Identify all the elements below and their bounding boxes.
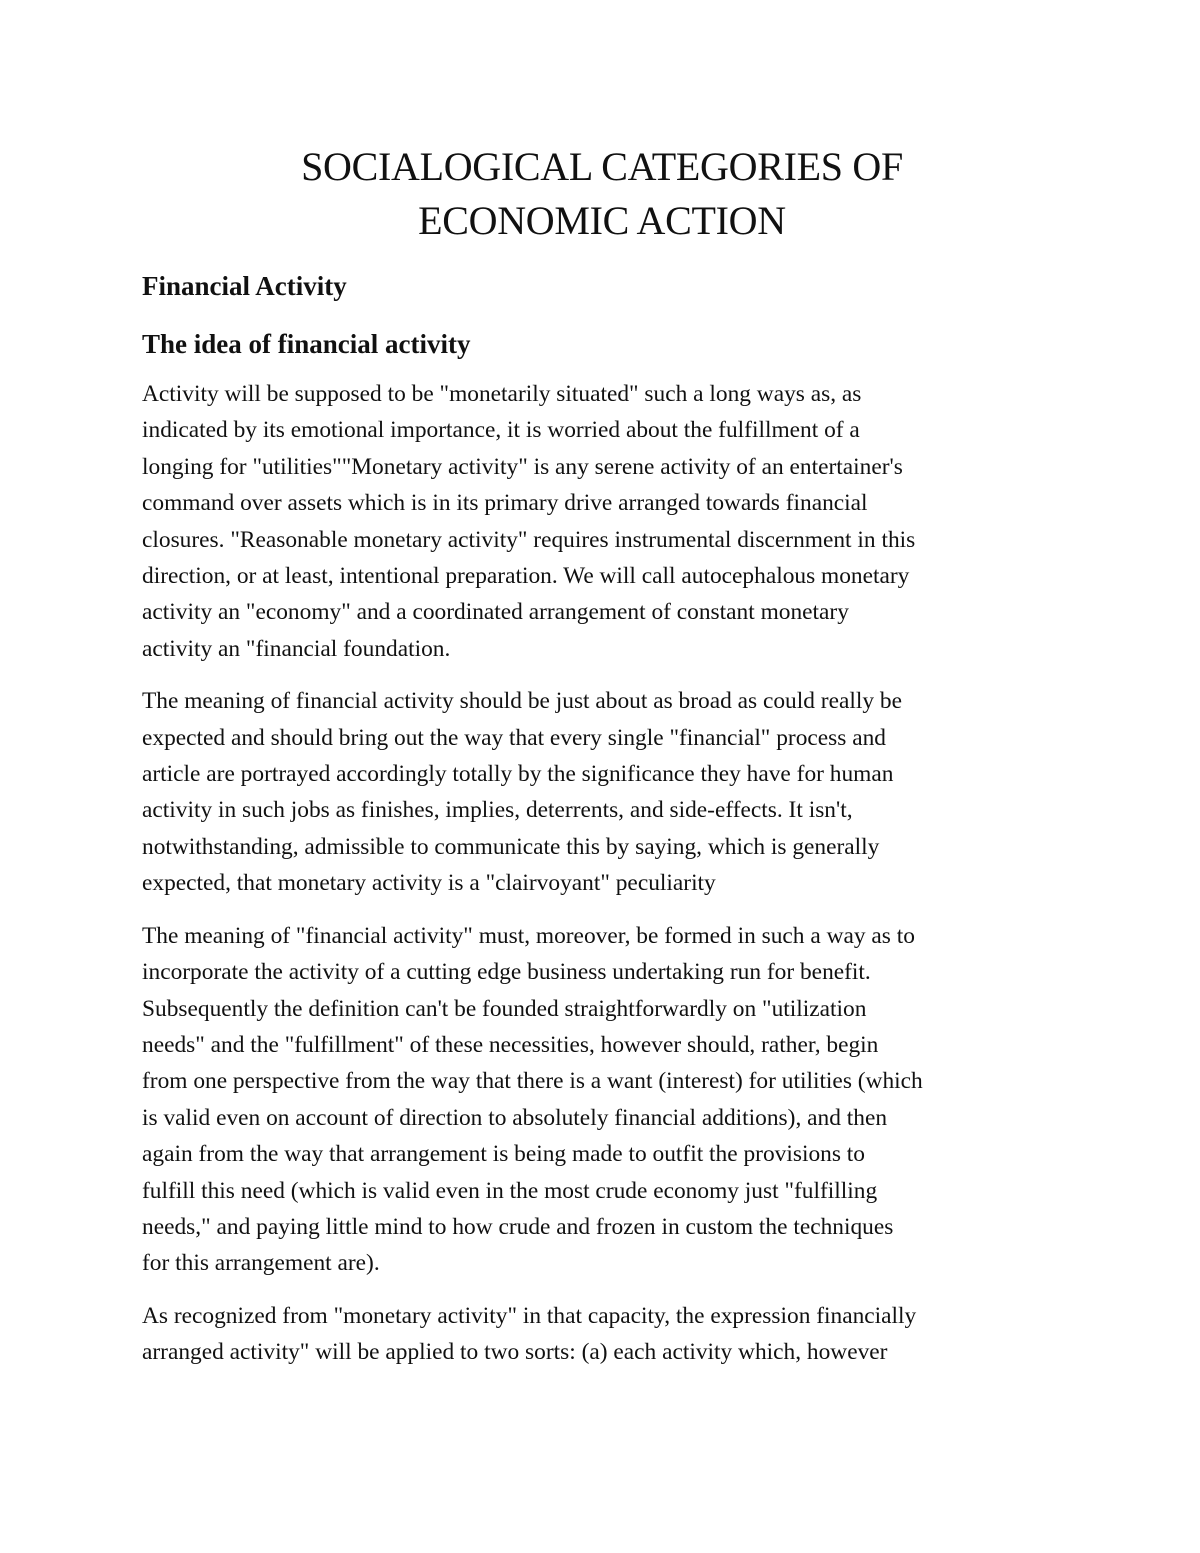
paragraph-line: The meaning of "financial activity" must, moreover, be formed in such a way as to <box>142 922 915 949</box>
paragraph-line: As recognized from "monetary activity" in that capacity, the expression financially <box>142 1302 917 1329</box>
document-page <box>142 140 1062 1387</box>
paragraph-line: activity an "financial foundation. <box>142 635 451 662</box>
paragraph-line: expected and should bring out the way that every single "financial" process and <box>142 724 886 751</box>
paragraph-line: needs" and the "fulfillment" of these necessities, however should, rather, begin <box>142 1031 879 1058</box>
paragraph-line: for this arrangement are). <box>142 1250 380 1277</box>
paragraph-line: command over assets which is in its primary drive arranged towards financial <box>142 490 868 517</box>
paragraph-line: needs," and paying little mind to how crude and frozen in custom the techniques <box>142 1213 894 1240</box>
title-line: SOCIALOGICAL CATEGORIES OF <box>301 144 903 189</box>
paragraph-line: from one perspective from the way that there is a want (interest) for utilities (which <box>142 1068 923 1095</box>
paragraph-line: direction, or at least, intentional preparation. We will call autocephalous monetary <box>142 563 910 590</box>
body-text <box>142 376 1062 1371</box>
title-line: ECONOMIC ACTION <box>418 198 786 243</box>
paragraph <box>142 1298 1062 1371</box>
paragraph-line: again from the way that arrangement is being made to outfit the provisions to <box>142 1141 865 1168</box>
paragraph-line: indicated by its emotional importance, it is worried about the fulfillment of a <box>142 417 860 444</box>
paragraph-line: expected, that monetary activity is a "clairvoyant" peculiarity <box>142 870 716 897</box>
paragraph-line: activity in such jobs as finishes, implies, deterrents, and side-effects. It isn't, <box>142 797 853 824</box>
paragraph <box>142 376 1062 667</box>
paragraph-line: article are portrayed accordingly totally by the significance they have for human <box>142 761 894 788</box>
paragraph-line: activity an "economy" and a coordinated arrangement of constant monetary <box>142 599 849 626</box>
subsection-heading: The idea of financial activity <box>142 329 471 359</box>
paragraph-line: incorporate the activity of a cutting edge business undertaking run for benefit. <box>142 959 871 986</box>
paragraph-line: arranged activity" will be applied to two sorts: (a) each activity which, however <box>142 1339 888 1366</box>
paragraph <box>142 918 1062 1282</box>
paragraph-line: The meaning of financial activity should be just about as broad as could really be <box>142 688 902 715</box>
paragraph-line: longing for "utilities""Monetary activity" is any serene activity of an entertainer's <box>142 453 903 480</box>
paragraph-line: closures. "Reasonable monetary activity" requires instrumental discernment in this <box>142 526 916 553</box>
paragraph-line: Activity will be supposed to be "monetarily situated" such a long ways as, as <box>142 381 862 407</box>
paragraph <box>142 683 1062 901</box>
paragraph-line: is valid even on account of direction to absolutely financial additions), and then <box>142 1104 888 1131</box>
section-heading: Financial Activity <box>142 271 347 301</box>
paragraph-line: fulfill this need (which is valid even in the most crude economy just "fulfilling <box>142 1177 878 1204</box>
paragraph-line: Subsequently the definition can't be founded straightforwardly on "utilization <box>142 995 867 1022</box>
document-title <box>142 140 1062 248</box>
paragraph-line: notwithstanding, admissible to communicate this by saying, which is generally <box>142 833 880 860</box>
